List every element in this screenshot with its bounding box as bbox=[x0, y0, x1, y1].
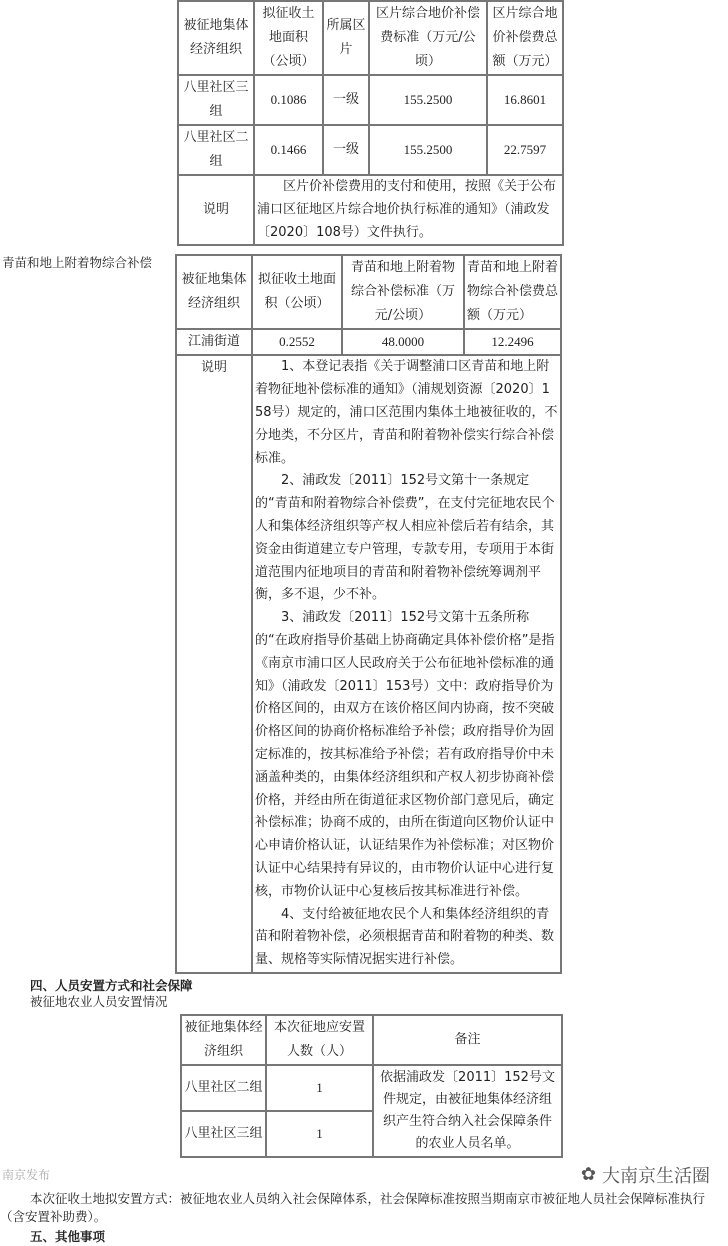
next-section-heading: 五、其他事项 bbox=[30, 1228, 106, 1244]
cell: 一级 bbox=[323, 75, 369, 125]
cell: 1 bbox=[266, 1111, 373, 1157]
cell: 0.1086 bbox=[254, 75, 323, 125]
cell: 八里社区二组 bbox=[178, 125, 254, 175]
cell: 22.7597 bbox=[487, 125, 563, 175]
cell: 1 bbox=[266, 1065, 373, 1111]
crop-compensation-table bbox=[175, 254, 562, 974]
cell: 八里社区三组 bbox=[178, 75, 254, 125]
resettlement-paragraph: 本次征收土地拟安置方式：被征地农业人员纳入社会保障体系，社会保障标准按照当期南京市被征地人员社会保障标准执行（含安置补助费）。 bbox=[0, 1190, 706, 1224]
table-row bbox=[181, 1065, 562, 1111]
cell: 一级 bbox=[323, 125, 369, 175]
header-cell: 被征地集体经济组织 bbox=[178, 1, 254, 75]
remark-cell: 依据浦政发〔2011〕152号文件规定，由被征地集体经济组织产生符合纳入社会保障条件的农业人员名单。 bbox=[373, 1065, 562, 1157]
watermark-text: 大南京生活圈 bbox=[602, 1165, 710, 1187]
header-cell: 被征地集体经济组织 bbox=[176, 255, 252, 329]
header-cell: 拟征收土地面积（公顷） bbox=[254, 1, 323, 75]
wechat-icon: ✿ bbox=[580, 1164, 596, 1186]
header-cell: 所属区片 bbox=[323, 1, 369, 75]
note-text: 区片价补偿费用的支付和使用，按照《关于公布浦口区征地区片综合地价执行标准的通知》（浦政发〔2020〕108号）文件执行。 bbox=[254, 175, 563, 245]
note-label: 说明 bbox=[176, 355, 252, 973]
header-cell: 本次征地应安置人数（人） bbox=[266, 1015, 373, 1065]
note-text: 1、本登记表指《关于调整浦口区青苗和地上附着物征地补偿标准的通知》（浦规划资源〔2020〕158号）规定的，浦口区范围内集体土地被征收的，不分地类，不分区片，青苗和附着物补偿实行综合补偿标准。 2、浦政发〔2011〕152号文第十一条规定的“青苗和附着物综合补偿费”，在支付完征地农民个人和集体经济组织等产权人相应补偿后若有结余，其资金由街道建立专户管理，专款专用，专项用于本街道范围内征地项目的青苗和附着物补偿统筹调剂平衡，多不退，少不补。 3、浦政发〔2011〕152号文第十五条所称的“在政府指导价基础上协商确定具体补偿价格”是指《南京市浦口区人民政府关于公布征地补偿标准的通知》（浦政发〔2011〕153号）文中：政府指导价为价格区间的，由双方在该价格区间内协商，按不突破价格区间的协商价格标准给予补偿；政府指导价为固定标准的，按其标准给予补偿；若有政府指导价中未涵盖种类的，由集体经济组织和产权人初步协商补偿价格，并经由所在街道征求区物价部门意见后，确定补偿标准；协商不成的，由所在街道向区物价认证中心申请价格认证，认证结果作为补偿标准；对区物价认证中心结果持有异议的，由市物价认证中心进行复核，市物价认证中心复核后按其标准进行补偿。 4、支付给被征地农民个人和集体经济组织的青苗和附着物补偿，必须根据青苗和附着物的种类、数量、规格等实际情况据实进行补偿。 bbox=[252, 355, 561, 973]
cell: 155.2500 bbox=[369, 75, 487, 125]
table-row bbox=[178, 125, 563, 175]
cell: 16.8601 bbox=[487, 75, 563, 125]
section-heading: 四、人员安置方式和社会保障 bbox=[30, 977, 193, 993]
table-row bbox=[178, 75, 563, 125]
cell: 12.2496 bbox=[464, 329, 561, 355]
land-price-compensation-table bbox=[177, 0, 564, 246]
header-cell: 区片综合地价补偿费总额（万元） bbox=[487, 1, 563, 75]
cell: 八里社区三组 bbox=[181, 1111, 266, 1157]
table-row bbox=[176, 329, 561, 355]
watermark-left: 南京发布 bbox=[2, 1168, 51, 1183]
crop-compensation-section bbox=[0, 254, 728, 974]
header-cell: 区片综合地价补偿费标准（万元/公顷） bbox=[369, 1, 487, 75]
section-subheading: 被征地农业人员安置情况 bbox=[30, 993, 168, 1009]
cell: 0.2552 bbox=[252, 329, 342, 355]
cell: 0.1466 bbox=[254, 125, 323, 175]
cell: 48.0000 bbox=[342, 329, 464, 355]
note-label: 说明 bbox=[178, 175, 254, 245]
header-cell: 备注 bbox=[373, 1015, 562, 1065]
resettlement-table bbox=[180, 1014, 563, 1158]
header-cell: 青苗和地上附着物综合补偿费总额（万元） bbox=[464, 255, 561, 329]
watermark-row bbox=[0, 1162, 728, 1188]
header-cell: 拟征收土地面积（公顷） bbox=[252, 255, 342, 329]
header-cell: 被征地集体经济组织 bbox=[181, 1015, 266, 1065]
section-label: 青苗和地上附着物综合补偿 bbox=[2, 255, 153, 271]
cell: 江浦街道 bbox=[176, 329, 252, 355]
watermark bbox=[581, 1162, 710, 1188]
header-cell: 青苗和地上附着物综合补偿标准（万元/公顷） bbox=[342, 255, 464, 329]
cell: 八里社区二组 bbox=[181, 1065, 266, 1111]
cell: 155.2500 bbox=[369, 125, 487, 175]
